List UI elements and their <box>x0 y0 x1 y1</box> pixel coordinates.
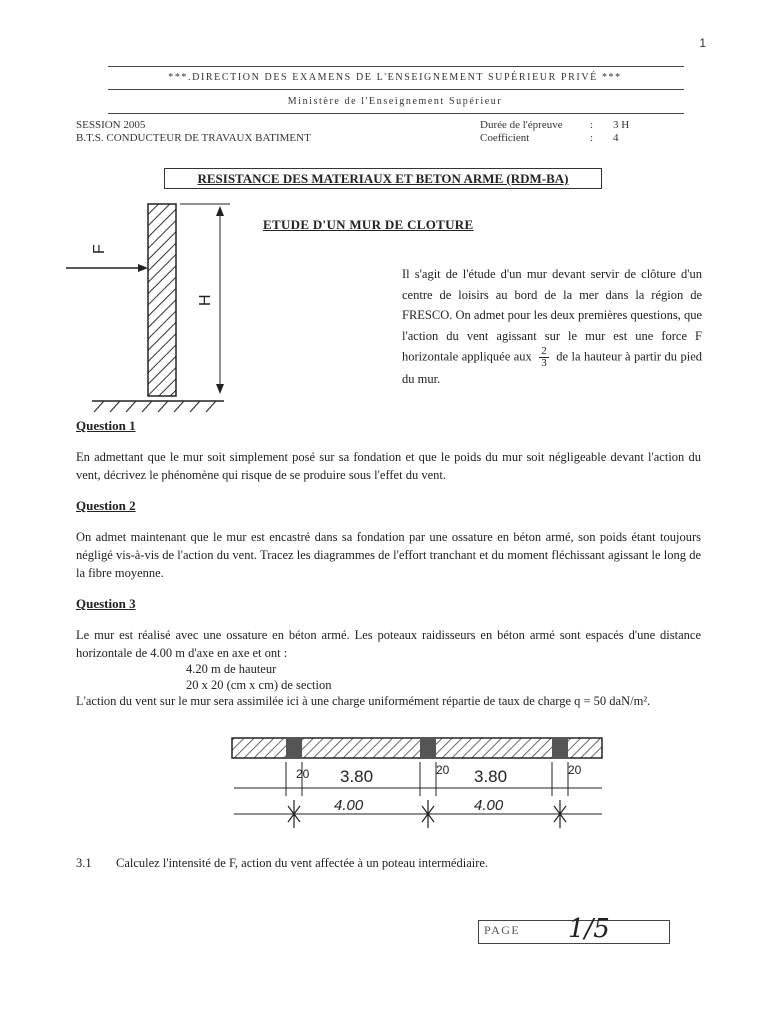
question-3-heading: Question 3 <box>76 596 136 611</box>
question-1-heading: Question 1 <box>76 418 136 433</box>
question-3-1-text: Calculez l'intensité de F, action du vent affectée à un poteau intermédiaire. <box>116 856 489 870</box>
post-1 <box>286 738 302 758</box>
wall-figure <box>64 196 254 418</box>
fraction-numerator: 2 <box>541 345 547 358</box>
coefficient-label: Coefficient <box>480 132 530 144</box>
dim-axis-2: 4.00 <box>474 797 504 814</box>
force-label: F <box>91 244 108 254</box>
dim-axis-1: 4.00 <box>334 797 364 814</box>
force-arrow-head <box>138 264 148 272</box>
coefficient-value: 4 <box>613 132 619 144</box>
header-direction: ***.DIRECTION DES EXAMENS DE L'ENSEIGNEMENT SUPÉRIEUR PRIVÉ *** <box>168 72 622 83</box>
intro-text-after: de la hauteur à partir du pied du mur. <box>402 349 702 387</box>
coefficient-separator: : <box>590 132 594 144</box>
page-value: 1/5 <box>568 914 610 944</box>
height-arrow-up <box>216 206 224 216</box>
program-label: B.T.S. CONDUCTEUR DE TRAVAUX BATIMENT <box>76 132 311 144</box>
intro-text-before: Il s'agit de l'étude d'un mur devant servir de clôture d'un centre de loisirs au bord de la mer dans la région de FRESCO. On admet pour les deux premières questions, que l'action du vent agissant sur le mur est une force F horizontale appliquée aux <box>402 267 702 364</box>
question-2-heading: Question 2 <box>76 498 136 513</box>
dim-span-2: 3.80 <box>474 767 508 786</box>
header-rule-bottom <box>108 113 684 114</box>
fraction-two-thirds <box>539 346 549 369</box>
dim-post-1: 20 <box>296 767 310 781</box>
ground-hatch <box>94 401 216 412</box>
page-number: 1 <box>699 36 706 50</box>
header-rule-middle <box>108 89 684 90</box>
session-label: SESSION 2005 <box>76 119 146 131</box>
duration-label: Durée de l'épreuve <box>480 119 563 131</box>
exam-title: RESISTANCE DES MATERIAUX ET BETON ARME (RDM-BA) <box>164 168 602 189</box>
dim-post-2: 20 <box>436 763 450 777</box>
section-subtitle: ETUDE D'UN MUR DE CLOTURE <box>263 217 474 232</box>
duration-separator: : <box>590 119 594 131</box>
post-2 <box>420 738 436 758</box>
question-3-text: Le mur est réalisé avec une ossature en béton armé. Les poteaux raidisseurs en béton armé sont espacés d'une distance horizontale de 4.00 m d'axe en axe et ont : <box>76 628 701 660</box>
question-3-1-number: 3.1 <box>76 856 92 870</box>
duration-value: 3 H <box>613 119 630 131</box>
wall-section <box>148 204 176 396</box>
question-2-text: On admet maintenant que le mur est encastré dans sa fondation par une ossature en béton armé, son poids étant toujours négligé vis-à-vis de l'action du vent. Tracez les diagrammes de l'effort tranchant et du moment fléchissant agissant le long de la fibre moyenne. <box>76 530 701 580</box>
header-ministry: Ministère de l'Enseignement Supérieur <box>287 96 503 107</box>
wall-plan-figure <box>222 730 614 834</box>
post-section: 20 x 20 (cm x cm) de section <box>186 678 332 692</box>
height-arrow-down <box>216 384 224 394</box>
question-1-text: En admettant que le mur soit simplement posé sur sa fondation et que le poids du mur soit négligeable devant l'action du vent, décrivez le phénomène qui risque de se produire sous l'effet du vent. <box>76 450 701 482</box>
wind-load-text: L'action du vent sur le mur sera assimilée ici à une charge uniformément répartie de taux de charge q = 50 daN/m². <box>76 694 651 708</box>
page-label: PAGE <box>484 923 521 937</box>
dim-post-3: 20 <box>568 763 582 777</box>
header-rule-top <box>108 66 684 67</box>
height-label: H <box>197 294 214 306</box>
intro-paragraph <box>402 264 702 390</box>
dim-span-1: 3.80 <box>340 767 374 786</box>
fraction-denominator: 3 <box>541 357 547 370</box>
post-height: 4.20 m de hauteur <box>186 662 277 676</box>
post-3 <box>552 738 568 758</box>
